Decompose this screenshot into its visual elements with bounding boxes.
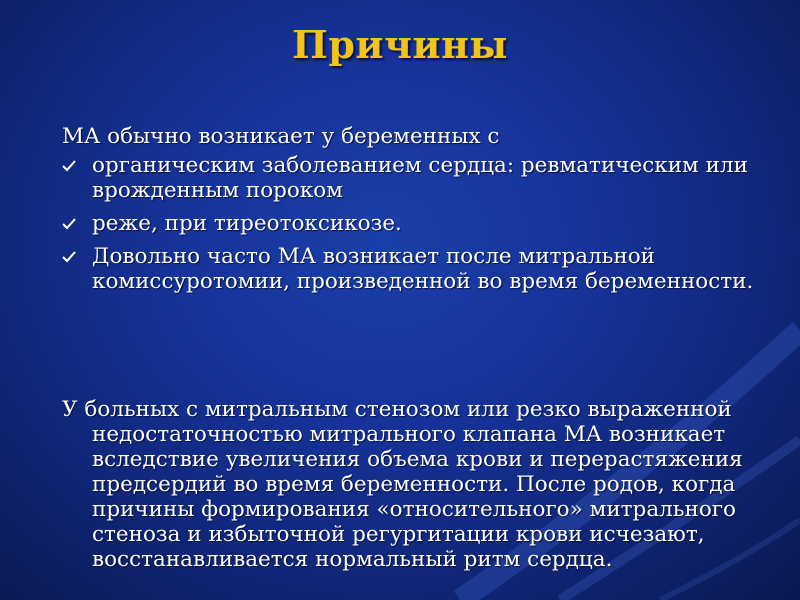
checkmark-icon [62, 218, 76, 230]
list-item [62, 153, 762, 203]
slide-title: Причины [291, 22, 509, 67]
explanation-paragraph: У больных с митральным стенозом или резко выраженной недостаточностью митрального клапана МА возникает вследствие увеличения объема крови и перерастяжения предсердий во время беременности. После родов, когда причины формирования «относительного» митрального стеноза и избыточной регургитации крови исчезают, восстанавливается нормальный ритм сердца. [62, 397, 743, 572]
content-block [62, 124, 762, 302]
list-item [62, 244, 762, 294]
list-item [62, 211, 762, 236]
checkmark-icon [62, 160, 76, 172]
bullet-text: органическим заболеванием сердца: ревматическим или врожденным пороком [92, 153, 748, 203]
checkmark-icon [62, 251, 76, 263]
bullet-list [62, 153, 762, 294]
intro-text: МА обычно возникает у беременных с [62, 124, 500, 149]
bullet-text: реже, при тиреотоксикозе. [92, 211, 402, 236]
bullet-text: Довольно часто МА возникает после митральной комиссуротомии, произведенной во время беременности. [92, 244, 754, 294]
